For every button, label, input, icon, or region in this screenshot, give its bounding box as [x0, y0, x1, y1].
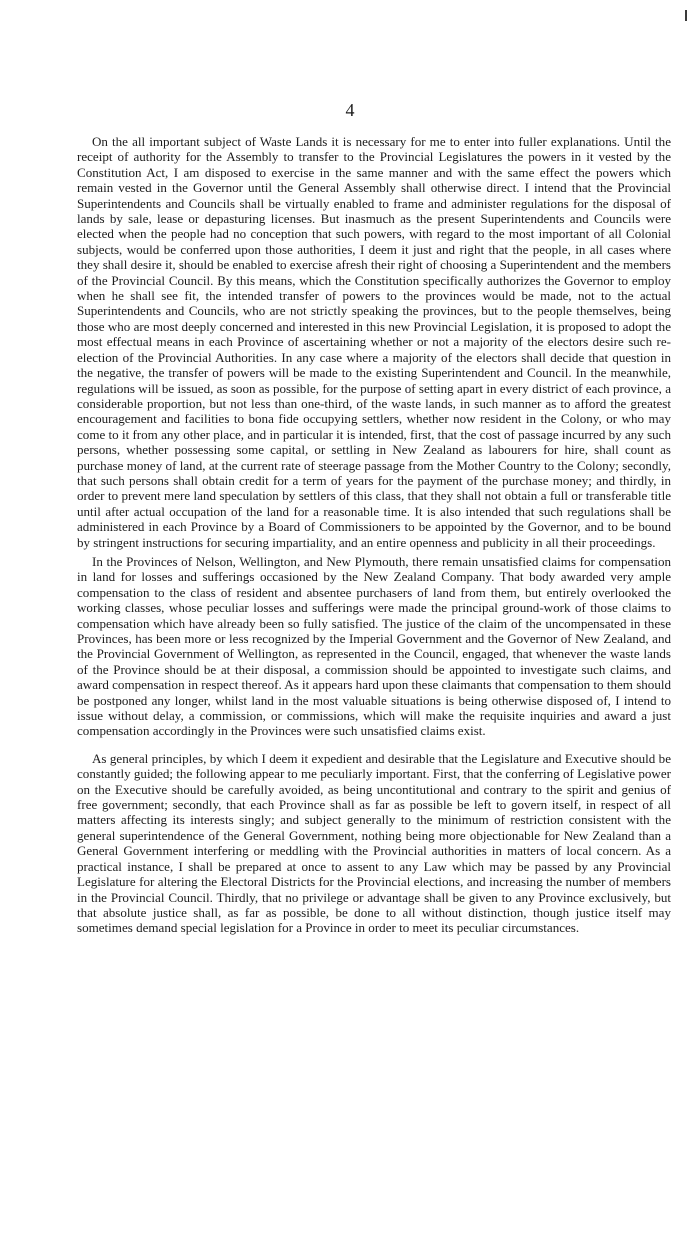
paragraph-compensation-claims: In the Provinces of Nelson, Wellington, and New Plymouth, there remain unsatisfied claims for compensation in land for losses and sufferings occasioned by the New Zealand Company. That body awarded very ample compensation to the class of resident and absentee purchasers of land from them, but entirely overlooked the working classes, whose peculiar losses and sufferings were made the principal ground-work of those claims to compensation which have already been so fully satisfied. The justice of the claim of the uncompensated in these Provinces, has been more or less recognized by the Imperial Government and the Governor of New Zealand, and the Provincial Government of Wellington, as represented in the Council, engaged, that whenever the waste lands of the Province should be at their disposal, a commission should be appointed to investigate such claims, and award compensation in respect thereof. As it appears hard upon these claimants that compensation to them should be postponed any longer, whilst land in the most valuable situations is being otherwise disposed of, I intend to issue without delay, a commission, or commissions, which will make the requisite inquiries and award a just compensation accordingly in the Provinces were such unsatisfied claims exist.: [77, 553, 671, 739]
body-text: [77, 134, 671, 936]
paragraph-waste-lands: On the all important subject of Waste Lands it is necessary for me to enter into fuller explanations. Until the receipt of authority for the Assembly to transfer to the Provincial Legislatures the powers in it vested by the Constitution Act, I am disposed to exercise in the same manner and with the same effect the powers which remain vested in the Governor until the General Assembly shall otherwise direct. I intend that the Provincial Superintendents and Councils shall be virtually enabled to frame and administer regulations for the disposal of lands by sale, lease or depasturing licenses. But inasmuch as the present Superintendents and Councils were elected when the people had no conception that such powers, with regard to the most important of all Colonial subjects, would be conferred upon those authorities, I deem it just and right that the people, in all cases where they shall desire it, should be enabled to exercise afresh their right of choosing a Superintendent and the members of the Provincial Council. By this means, which the Constitution specifically authorizes the Governor to employ when he shall see fit, the intended transfer of powers to the provinces would be made, not to the actual Superintendents and Councils, who are not strictly speaking the provinces, but to the people themselves, being those who are most deeply concerned and interested in this new Provincial Legislation, it is proposed to adopt the most effectual means in each Province of ascertaining whether or not a majority of the electors desire such re-election of the Provincial Authorities. In any case where a majority of the electors shall decide that question in the negative, the transfer of powers will be made to the existing Superintendent and Council. In the meanwhile, regulations will be issued, as soon as possible, for the purpose of setting apart in every district of each province, a considerable proportion, but not less than one-third, of the waste lands, in such manner as to afford the greatest encouragement and facilities to bona fide occupying settlers, whether now resident in the Colony, or who may come to it from any other place, and in particular it is intended, first, that the cost of passage incurred by any such persons, whether possessing some capital, or settling in New Zealand as labourers for hire, shall count as purchase money of land, at the current rate of steerage passage from the Mother Country to the Colony; secondly, that such persons shall obtain credit for a term of years for the payment of the purchase money; and thirdly, in order to prevent mere land speculation by settlers of this class, that they shall not obtain a full or transferable title until after actual occupation of the land for a reasonable time. It is also intended that such regulations shall be administered in each Province by a Board of Commissioners to be appointed by the Governor, and to be bound by stringent instructions for securing impartiality, and an entire openness and publicity in all their proceedings.: [77, 134, 671, 550]
page-number: 4: [345, 100, 355, 120]
paragraph-general-principles: As general principles, by which I deem it expedient and desirable that the Legislature and Executive should be constantly guided; the following appear to me peculiarly important. First, that the conferring of Legislative power on the Executive should be carefully avoided, as being uncontitutional and contrary to the spirit and genius of free government; secondly, that each Province shall as far as possible be left to govern itself, in respect of all matters affecting its interests singly; and subject generally to the minimum of restriction consistent with the general superintendence of the General Government, nothing being more objectionable for New Zealand than a General Government interfering or meddling with the Provincial authorities in matters of local concern. As a practical instance, I shall be prepared at once to assent to any Law which may be passed by any Provincial Legislature for altering the Electoral Districts for the Provincial elections, and increasing the number of members in the Provincial Council. Thirdly, that no privilege or advantage shall be given to any Province exclusively, but that absolute justice shall, as far as possible, be done to all without distinction, though justice itself may sometimes demand special legislation for a Province in order to meet its peculiar circumstances.: [77, 750, 671, 936]
margin-mark: [685, 10, 687, 21]
